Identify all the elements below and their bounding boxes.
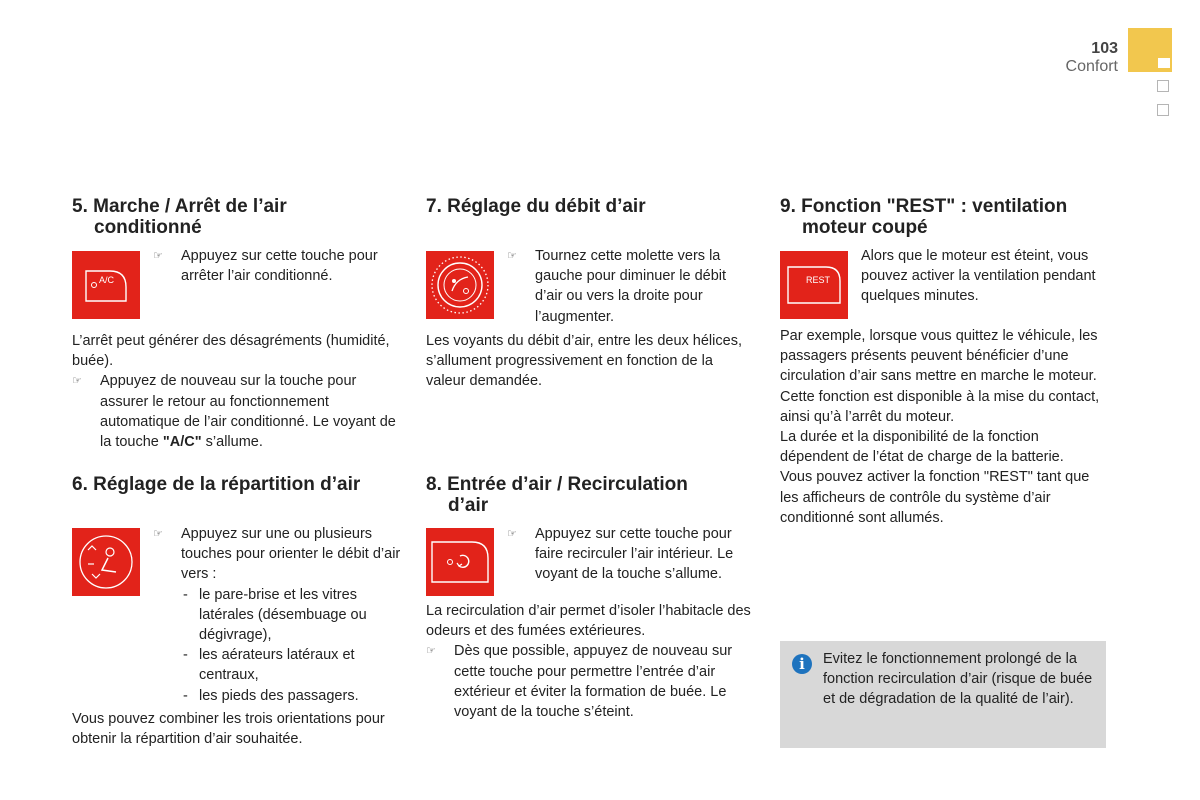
s6-target-list [153, 585, 403, 706]
info-note [780, 641, 1106, 748]
s8-paragraph: La recirculation d’air permet d’isoler l’habitacle des odeurs et des fumées extérieures. [426, 603, 751, 640]
section-9-title: 9. Fonction "REST" : ventilation moteur coupé [780, 196, 1068, 238]
nav-square-1 [1157, 80, 1169, 92]
nav-square-2 [1157, 104, 1169, 116]
rest-button-label: REST [806, 275, 831, 285]
s5-bullet: ☞ Appuyez de nouveau sur la touche pour assurer le retour au fonctionnement automatique de l’air conditionné. Le voyant de la touche "A/C" s’allume. [72, 373, 396, 451]
s5-paragraph: L’arrêt peut générer des désagréments (humidité, buée). [72, 333, 390, 370]
s6-instruction: ☞ Appuyez sur une ou plusieurs touches pour orienter le débit d’air vers : [153, 526, 401, 583]
rest-button-icon [780, 251, 848, 319]
page-header [1066, 40, 1118, 76]
section-tab-marker [1158, 58, 1170, 68]
list-item: - les aérateurs latéraux et centraux, [181, 645, 403, 685]
list-item: - le pare-brise et les vitres latérales (désembuage ou dégivrage), [181, 585, 403, 646]
s6-paragraph: Vous pouvez combiner les trois orientations pour obtenir la répartition d’air souhaitée. [72, 711, 385, 748]
page-number: 103 [1091, 40, 1118, 57]
s5-instruction: ☞ Appuyez sur cette touche pour arrêter l’air conditionné. [153, 248, 378, 285]
recirculation-button-icon [426, 528, 494, 596]
air-distribution-button-icon [72, 528, 140, 596]
list-item: - les pieds des passagers. [181, 686, 403, 706]
ac-button-label: A/C [99, 275, 115, 285]
section-6-title: 6. Réglage de la répartition d’air [72, 474, 361, 495]
info-icon: i [792, 654, 812, 674]
section-8-title: 8. Entrée d’air / Recirculation d’air [426, 474, 688, 516]
section-name: Confort [1065, 58, 1118, 75]
ac-button-icon [72, 251, 140, 319]
s8-bullet: ☞ Dès que possible, appuyez de nouveau sur cette touche pour permettre l’entrée d’air extérieur et éviter la formation de buée. Le voyant de la touche s’éteint. [426, 643, 733, 721]
section-5-title: 5. Marche / Arrêt de l’air conditionné [72, 196, 287, 238]
info-text: Evitez le fonctionnement prolongé de la fonction recirculation d’air (risque de buée et de dégradation de la qualité de l’air). [823, 651, 1093, 708]
s8-instruction: ☞ Appuyez sur cette touche pour faire recirculer l’air intérieur. Le voyant de la touche s’allume. [507, 526, 734, 583]
section-7-title: 7. Réglage du débit d’air [426, 196, 646, 217]
airflow-dial-icon [426, 251, 494, 319]
s7-paragraph: Les voyants du débit d’air, entre les deux hélices, s’allument progressivement en fonction de la valeur demandée. [426, 333, 742, 390]
s7-instruction: ☞ Tournez cette molette vers la gauche pour diminuer le débit d’air ou vers la droite pour l’augmenter. [507, 248, 727, 325]
s9-paragraph: Par exemple, lorsque vous quittez le véhicule, les passagers présents peuvent bénéficier d’une circulation d’air sans mettre en marche le moteur. Cette fonction est disponible à la mise du contact, ainsi qu’à l’arrêt du moteur. La durée et la disponibilité de la fonction dépendent de l’état de charge de la batterie. Vous pouvez activer la fonction "REST" tant que les afficheurs de contrôle du système d’air conditionné sont allumés. [780, 328, 1100, 526]
s9-instruction: Alors que le moteur est éteint, vous pouvez activer la ventilation pendant quelques minutes. [861, 248, 1096, 305]
